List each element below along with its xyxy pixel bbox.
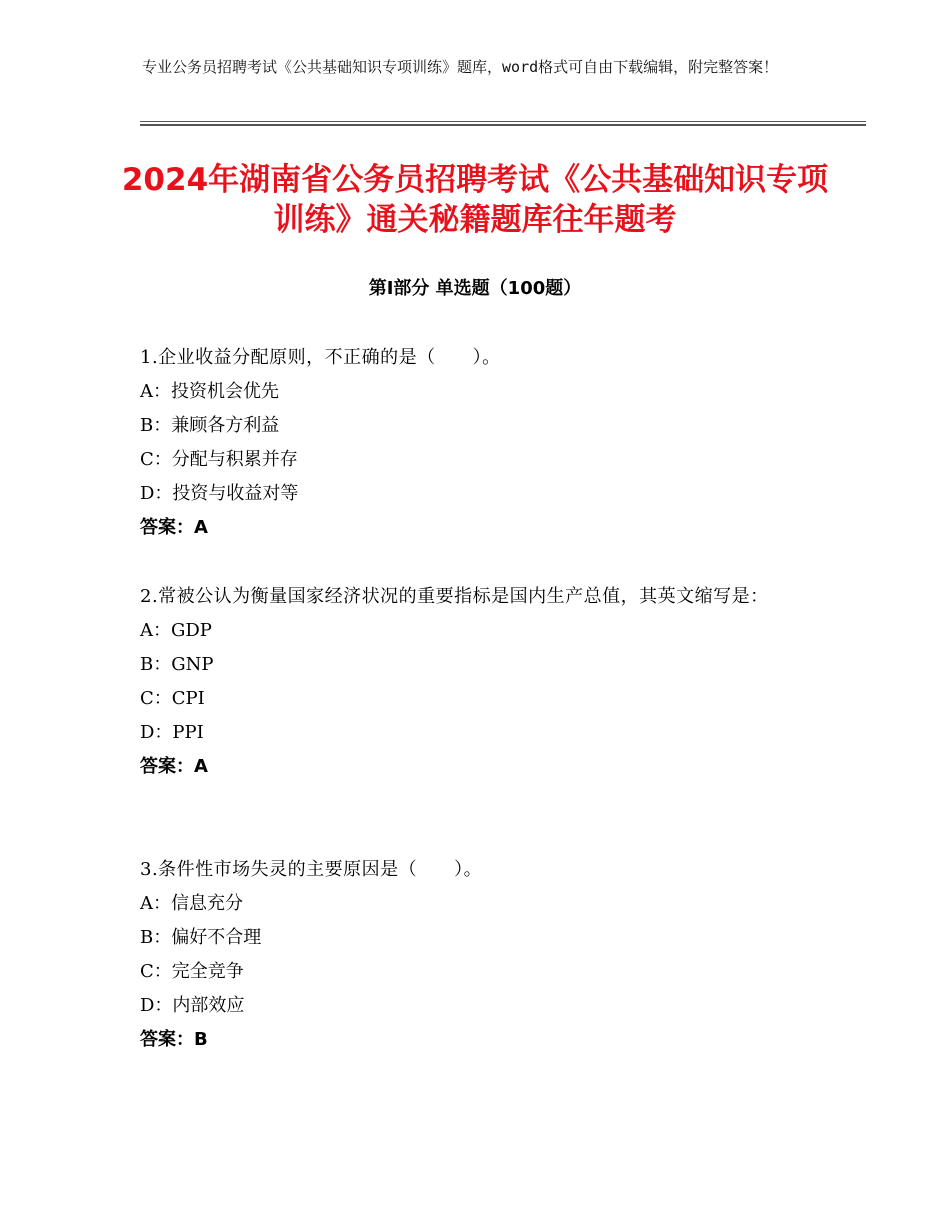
answer: 答案：A (140, 517, 208, 538)
header-note: 专业公务员招聘考试《公共基础知识专项训练》题库，word格式可自由下载编辑，附完整答案！ (142, 58, 779, 76)
option-b: B：GNP (140, 654, 214, 675)
option-d: D：内部效应 (140, 995, 245, 1016)
option-d: D：投资与收益对等 (140, 483, 299, 504)
option-a: A：投资机会优先 (140, 381, 279, 402)
question-3 (140, 853, 820, 1057)
question-stem: 1.企业收益分配原则，不正确的是（ ）。 (140, 347, 501, 368)
option-d: D：PPI (140, 722, 204, 743)
document-title: 2024年湖南省公务员招聘考试《公共基础知识专项训练》通关秘籍题库往年题考 (121, 162, 829, 238)
answer: 答案：A (140, 756, 208, 777)
option-b: B：兼顾各方利益 (140, 415, 280, 436)
option-c: C：分配与积累并存 (140, 449, 298, 470)
header-divider-thin (140, 121, 866, 122)
answer: 答案：B (140, 1029, 208, 1050)
option-b: B：偏好不合理 (140, 927, 262, 948)
question-1 (140, 341, 820, 545)
question-2 (140, 580, 820, 784)
option-c: C：CPI (140, 688, 205, 709)
question-stem: 2.常被公认为衡量国家经济状况的重要指标是国内生产总值，其英文缩写是： (140, 586, 769, 607)
header-divider-thick (140, 124, 866, 126)
section-heading: 第Ⅰ部分 单选题（100题） (368, 278, 582, 299)
option-a: A：信息充分 (140, 893, 243, 914)
option-c: C：完全竞争 (140, 961, 244, 982)
option-a: A：GDP (140, 620, 212, 641)
question-stem: 3.条件性市场失灵的主要原因是（ ）。 (140, 859, 483, 880)
